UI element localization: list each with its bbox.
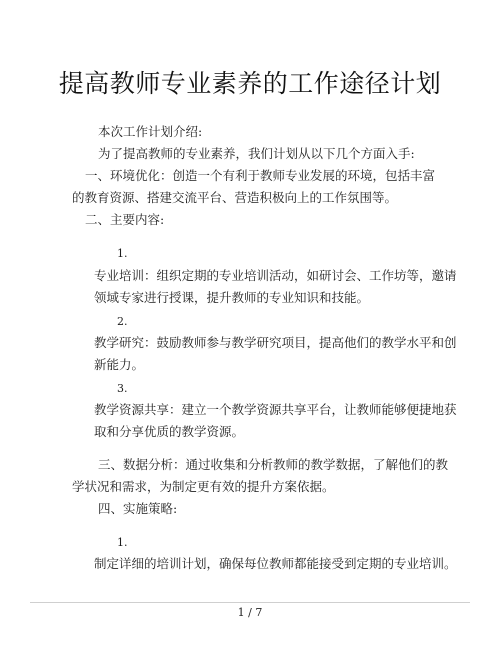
strategy-line: 制定详细的培训计划，确保每位教师都能接受到定期的专业培训。	[94, 556, 457, 571]
item-line: 教学研究：鼓励教师参与教学研究项目，提高他们的教学水平和创	[94, 335, 457, 350]
strategy-number: 1.	[117, 536, 128, 549]
item-number: 3.	[117, 382, 128, 395]
footer-divider	[30, 602, 470, 603]
intro-text: 为了提高教师的专业素养，我们计划从以下几个方面入手:	[98, 146, 415, 161]
item-line: 领域专家进行授课，提升教师的专业知识和技能。	[94, 290, 370, 305]
item-number: 1.	[117, 247, 128, 260]
page-number: 1 / 7	[237, 606, 263, 619]
item-line: 专业培训：组织定期的专业培训活动，如研讨会、工作坊等，邀请	[94, 268, 457, 283]
section3-line1: 三、数据分析：通过收集和分析教师的教学数据，了解他们的教	[98, 457, 449, 472]
intro-label: 本次工作计划介绍:	[98, 124, 203, 139]
section1-line2: 的教育资源、搭建交流平台、营造积极向上的工作氛围等。	[72, 190, 398, 205]
item-line: 教学资源共享：建立一个教学资源共享平台，让教师能够便捷地获	[94, 402, 457, 417]
item-line: 新能力。	[94, 357, 145, 372]
page-title: 提高教师专业素养的工作途径计划	[58, 69, 442, 98]
section2-heading: 二、主要内容:	[85, 212, 165, 227]
section1-line1: 一、环境优化：创造一个有利于教师专业发展的环境，包括丰富	[85, 168, 436, 183]
section3-line2: 学状况和需求，为制定更有效的提升方案依据。	[72, 479, 335, 494]
item-line: 取和分享优质的教学资源。	[94, 424, 245, 439]
section4-heading: 四、实施策略:	[98, 501, 178, 516]
item-number: 2.	[117, 315, 128, 328]
